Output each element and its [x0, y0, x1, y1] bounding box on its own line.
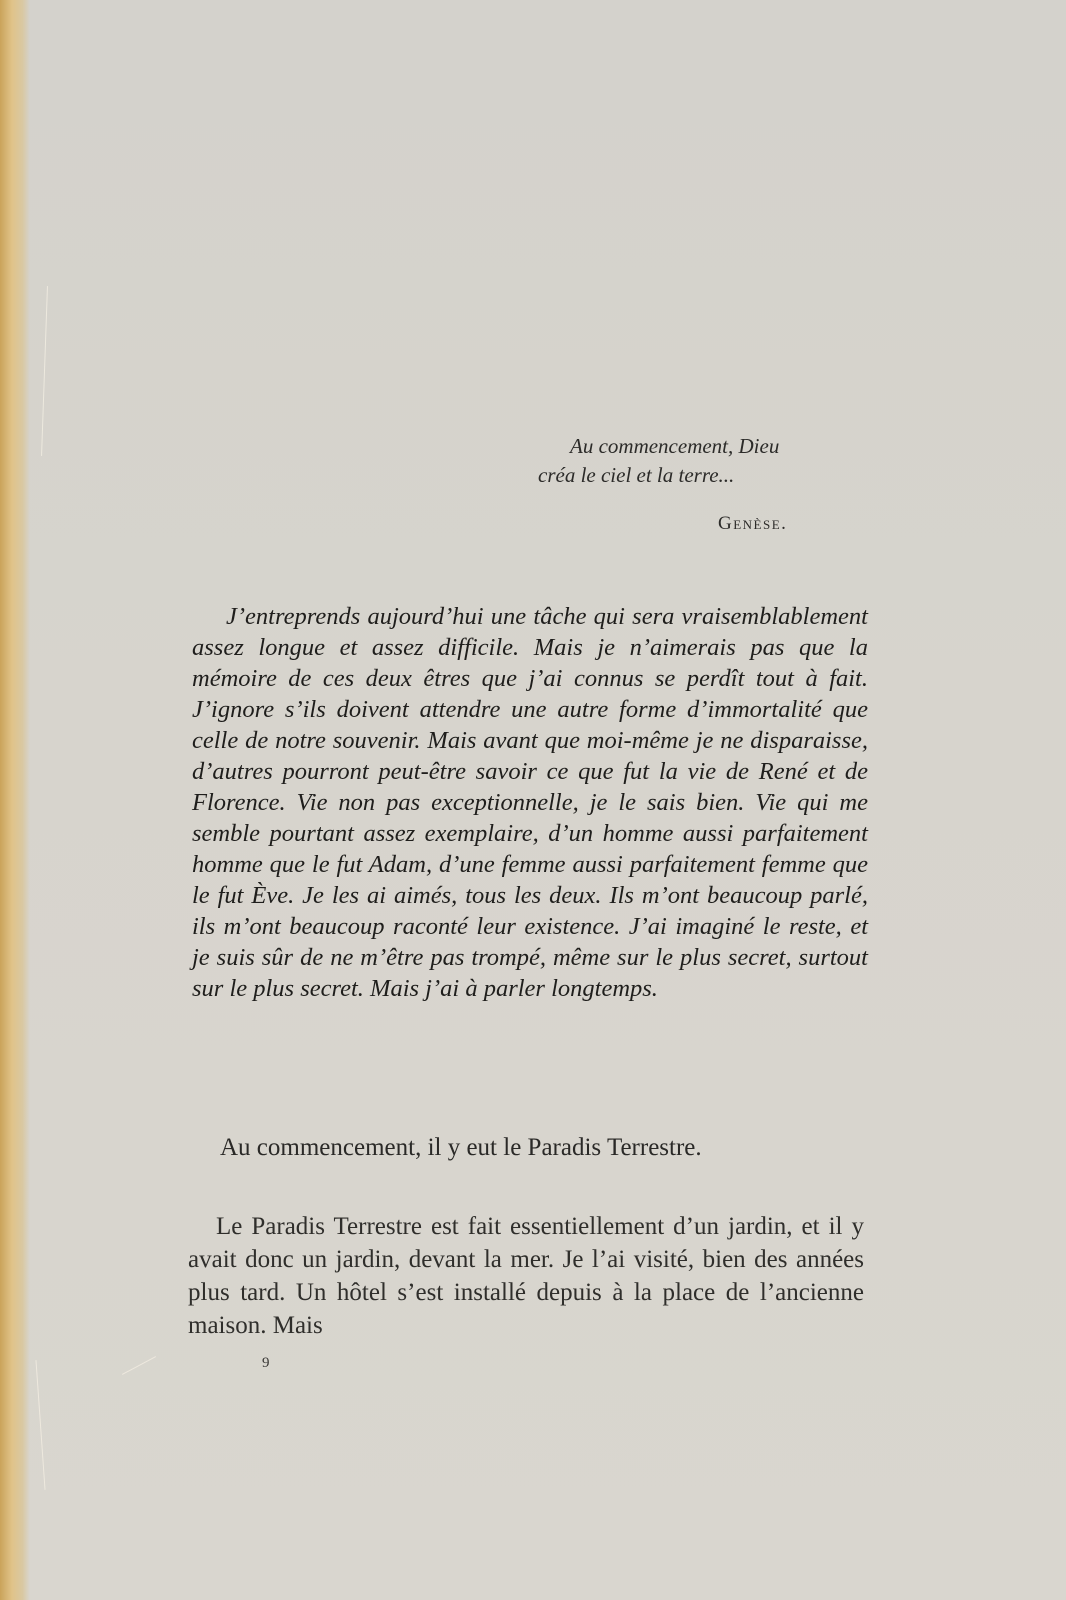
epigraph-source: Genèse.: [718, 513, 788, 534]
binding-thread: [41, 286, 48, 456]
opening-line: Au commencement, il y eut le Paradis Terrestre.: [220, 1134, 702, 1161]
page-number: 9: [262, 1355, 270, 1371]
binding-thread: [35, 1360, 45, 1490]
body-paragraph: Le Paradis Terrestre est fait essentiellement d’un jardin, et il y avait donc un jardin, devant la mer. Je l’ai visité, bien des années plus tard. Un hôtel s’est installé depuis à la place de l’ancienne maison. Mais: [188, 1213, 864, 1339]
preface-paragraph: J’entreprends aujourd’hui une tâche qui sera vraisemblablement assez longue et assez difficile. Mais je n’aimerais pas que la mémoire de ces deux êtres que j’ai connus se perdît tout à fait. J’ignore s’ils doivent attendre une autre forme d’immortalité que celle de notre souvenir. Mais avant que moi-même je ne disparaisse, d’autres pourront peut-être savoir ce que fut la vie de René et de Florence. Vie non pas exceptionnelle, je le sais bien. Vie qui me semble pourtant assez exemplaire, d’un homme aussi parfaitement homme que le fut Adam, d’une femme aussi parfaitement femme que le fut Ève. Je les ai aimés, tous les deux. Ils m’ont beaucoup parlé, ils m’ont beaucoup raconté leur existence. J’ai imaginé le reste, et je suis sûr de ne m’être pas trompé, même sur le plus secret, surtout sur le plus secret. Mais j’ai à parler longtemps.: [192, 603, 868, 1002]
epigraph-line: Au commencement, Dieu: [570, 434, 780, 458]
binding-thread: [122, 1356, 156, 1375]
book-spine: [0, 0, 30, 1600]
epigraph-line: créa le ciel et la terre...: [538, 463, 735, 487]
epigraph: [520, 432, 860, 490]
